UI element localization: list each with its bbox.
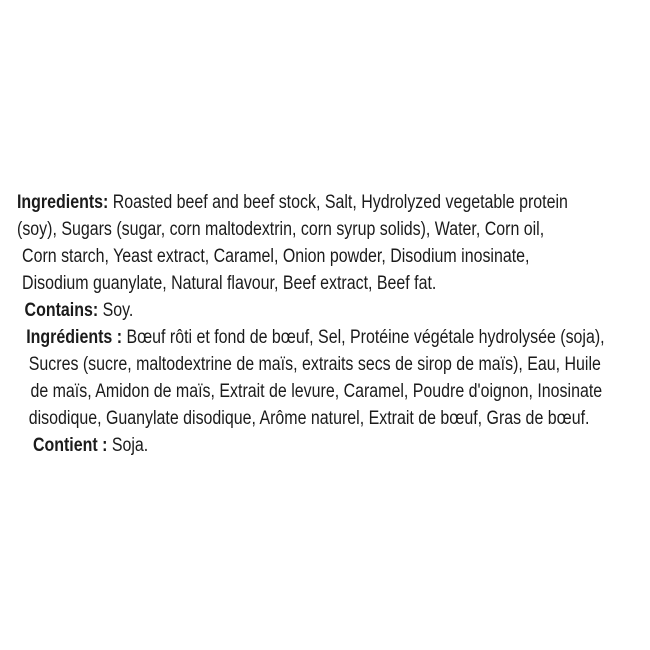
ingredients-fr-label: Ingrédients : — [26, 327, 123, 348]
ingredients-fr-line-1 — [26, 324, 650, 351]
ingredients-en-line-1 — [17, 189, 650, 216]
contains-en-line — [25, 297, 650, 324]
contains-en-text: Soy. — [98, 300, 134, 321]
ingredients-fr-line-2: Sucres (sucre, maltodextrine de maïs, extraits secs de sirop de maïs), Eau, Huile — [28, 354, 601, 375]
ingredients-en-label: Ingredients: — [17, 192, 109, 213]
ingredients-french-paragraph — [17, 324, 650, 432]
ingredient-text-block — [17, 189, 650, 459]
ingredients-english-paragraph — [17, 189, 650, 297]
ingredients-en-line-2: (soy), Sugars (sugar, corn maltodextrin, corn syrup solids), Water, Corn oil, — [17, 219, 545, 240]
contains-fr-line — [33, 432, 650, 459]
ingredients-en-line-3: Corn starch, Yeast extract, Caramel, Onion powder, Disodium inosinate, — [22, 246, 530, 267]
contains-english-statement — [17, 297, 650, 324]
contains-french-statement — [17, 432, 650, 459]
ingredient-label-panel — [17, 189, 650, 459]
ingredients-en-line-4: Disodium guanylate, Natural flavour, Beef extract, Beef fat. — [22, 273, 437, 294]
contains-fr-text: Soja. — [107, 435, 149, 456]
contains-en-label: Contains: — [24, 300, 99, 321]
ingredients-fr-line-1-text: Bœuf rôti et fond de bœuf, Sel, Protéine végétale hydrolysée (soja), — [122, 327, 605, 348]
ingredients-fr-line-4: disodique, Guanylate disodique, Arôme naturel, Extrait de bœuf, Gras de bœuf. — [28, 408, 590, 429]
ingredients-fr-line-3: de maïs, Amidon de maïs, Extrait de levure, Caramel, Poudre d'oignon, Inosinate — [30, 381, 603, 402]
ingredients-en-line-1-text: Roasted beef and beef stock, Salt, Hydrolyzed vegetable protein — [108, 192, 568, 213]
contains-fr-label: Contient : — [32, 435, 108, 456]
